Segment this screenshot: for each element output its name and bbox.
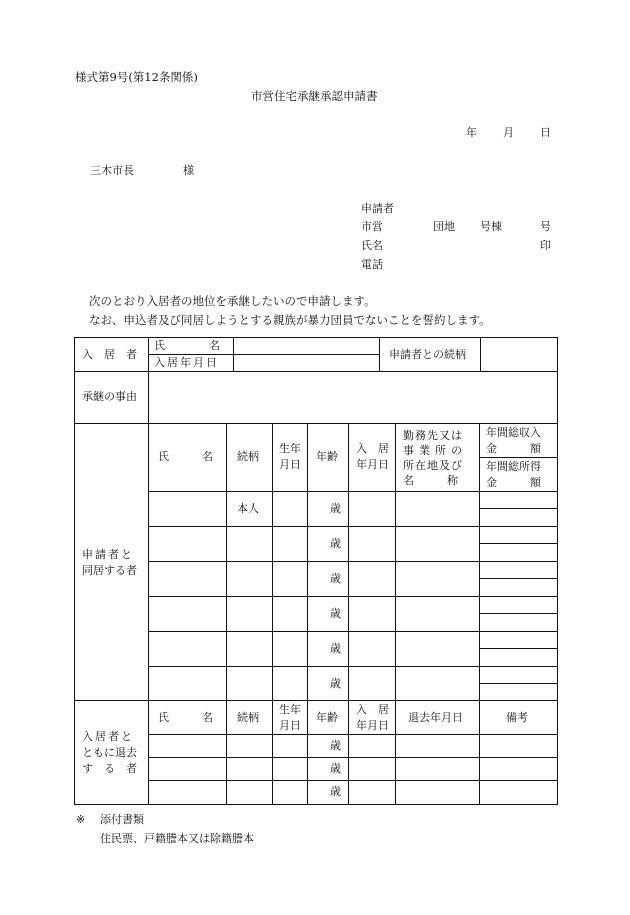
form-number: 様式第9号(第12条関係) — [75, 70, 198, 84]
date-month: 月 — [503, 126, 514, 139]
leaver-col-birth-1: 生年 — [279, 703, 301, 716]
age-unit: 歳 — [330, 537, 341, 550]
col-annual-income-2: 金 額 — [486, 442, 541, 455]
addressee-honorific: 様 — [183, 164, 194, 177]
resident-label: 入 居 者 — [82, 348, 137, 361]
leaver-col-relation: 続柄 — [237, 711, 259, 724]
reason-label: 承継の事由 — [82, 390, 137, 403]
leaver-section-label-2: ともに退去 — [82, 746, 137, 759]
note-mark: ※ — [76, 813, 86, 826]
address-prefix: 市営 — [361, 220, 383, 233]
col-move-in-1: 入 居 — [356, 442, 389, 455]
date-day: 日 — [540, 126, 551, 139]
age-unit: 歳 — [330, 785, 341, 798]
col-birth-1: 生年 — [279, 442, 301, 455]
phone-label: 電話 — [361, 258, 383, 271]
statement-line-2: なお、申込者及び同居しようとする親族が暴力団員でないことを誓約します。 — [89, 313, 491, 327]
resident-name-label: 氏 名 — [154, 339, 220, 352]
age-unit: 歳 — [330, 739, 341, 752]
cohabitant-section-label-2: 同居する者 — [82, 564, 137, 577]
attachments-list: 住民票、戸籍謄本又は除籍謄本 — [100, 832, 254, 845]
col-move-in-2: 年月日 — [356, 458, 389, 471]
col-annual-earnings-1: 年間総所得 — [486, 460, 541, 473]
leaver-col-name: 氏 名 — [158, 711, 213, 724]
cohabitant-section-label-1: 申請者と — [82, 548, 134, 561]
col-workplace-2: 事業所の — [403, 444, 467, 457]
col-name: 氏 名 — [158, 450, 213, 463]
leaver-col-move-in-2: 年月日 — [356, 719, 389, 732]
page-title: 市営住宅承継承認申請書 — [251, 89, 378, 103]
col-workplace-3: 所在地及び — [403, 459, 463, 472]
address-danchi: 団地 — [433, 220, 455, 233]
applicant-label: 申請者 — [361, 202, 394, 215]
col-relation: 続柄 — [237, 450, 259, 463]
col-annual-income-1: 年間総収入 — [486, 426, 541, 439]
seal-mark: 印 — [540, 239, 551, 252]
attachments-label: 添付書類 — [100, 813, 144, 826]
address-building: 号棟 — [480, 220, 502, 233]
leaver-col-birth-2: 月日 — [279, 719, 301, 732]
col-workplace-1: 勤務先又は — [403, 429, 463, 442]
self-relation: 本人 — [237, 502, 259, 515]
leaver-col-age: 年齢 — [316, 711, 338, 724]
address-room: 号 — [540, 220, 551, 233]
col-workplace-4: 名 称 — [403, 474, 458, 487]
leaver-section-label-3: す る 者 — [82, 762, 137, 775]
age-unit: 歳 — [330, 607, 341, 620]
age-unit: 歳 — [330, 762, 341, 775]
age-unit: 歳 — [330, 642, 341, 655]
statement-line-1: 次のとおり入居者の地位を承継したいので申請します。 — [89, 294, 376, 308]
addressee: 三木市長 — [90, 164, 134, 177]
col-annual-earnings-2: 金 額 — [486, 476, 541, 489]
age-unit: 歳 — [330, 502, 341, 515]
relation-to-applicant-label: 申請者との続柄 — [389, 348, 466, 361]
applicant-name-label: 氏名 — [361, 239, 383, 252]
col-age: 年齢 — [316, 450, 338, 463]
application-table — [74, 337, 558, 805]
col-leave-date: 退去年月日 — [408, 711, 463, 724]
col-remarks: 備考 — [506, 711, 528, 724]
move-in-date-label: 入居年月日 — [154, 356, 219, 369]
col-birth-2: 月日 — [279, 458, 301, 471]
date-year: 年 — [466, 126, 477, 139]
age-unit: 歳 — [330, 572, 341, 585]
leaver-col-move-in-1: 入 居 — [356, 703, 389, 716]
leaver-section-label-1: 入居者と — [82, 730, 134, 743]
age-unit: 歳 — [330, 677, 341, 690]
table-grid — [74, 337, 558, 805]
